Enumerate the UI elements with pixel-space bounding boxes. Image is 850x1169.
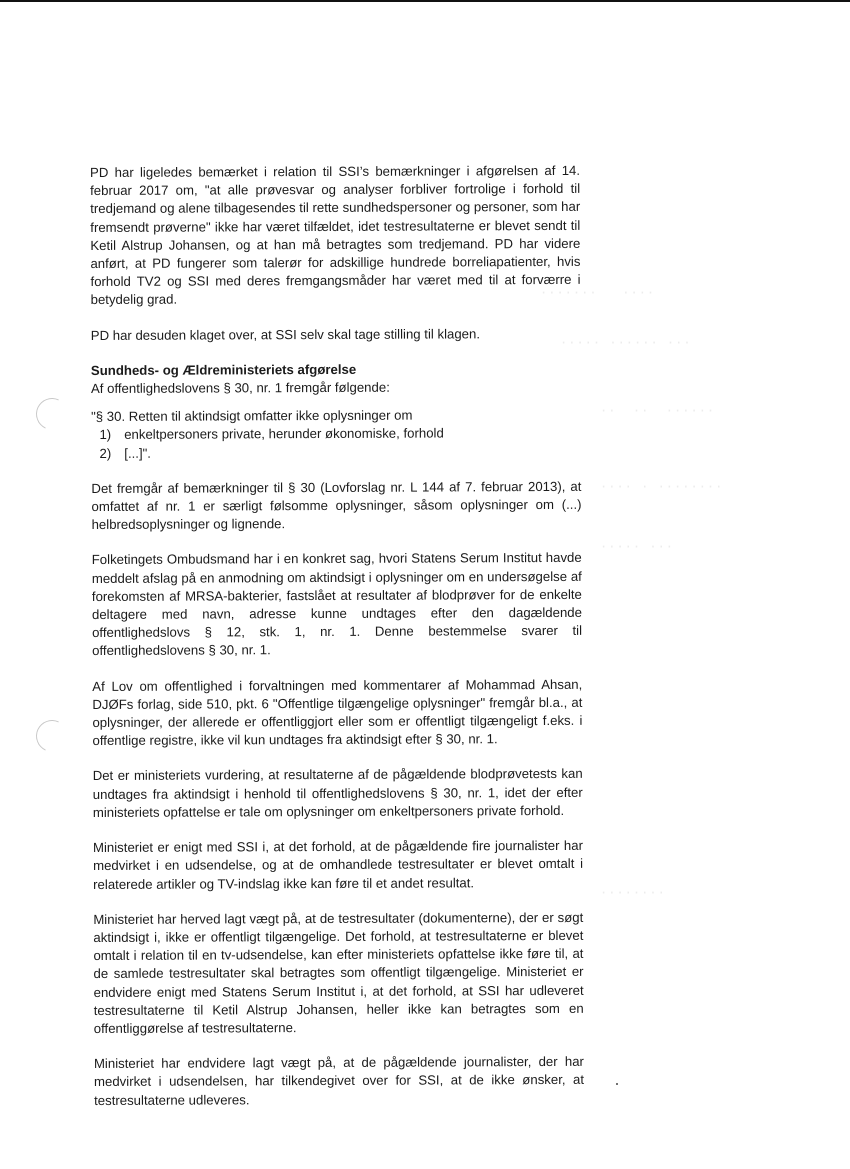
quote-list (91, 424, 581, 463)
paragraph: PD har desuden klaget over, at SSI selv skal tage stilling til klagen. (90, 325, 481, 343)
punch-hole-mark (31, 715, 72, 756)
paragraph: Det er ministeriets vurdering, at resultaterne af de pågældende blodprøvetests kan undtages fra aktindsigt i henhold til offentlighedslovens § 30, nr. 1, idet der efter ministeriets opfattelse er tale om oplysninger om enkeltpersoners private forhold. (92, 766, 583, 820)
paragraph: Ministeriet er enigt med SSI i, at det forhold, at de pågældende fire journalister har medvirket i en udsendelse, og at de omhandlede testresultater er blevet omtalt i relaterede artikler og TV-indslag ikke kan føre til et andet resultat. (92, 837, 584, 892)
section-heading: Sundheds- og Ældreministeriets afgørelse (90, 361, 357, 378)
bleed-through-text: ····· ··· (600, 540, 675, 554)
paragraph: PD har ligeledes bemærket i relation til SSI’s bemærkninger i afgørelsen af 14. februar 2017 om, "at alle prøvesvar og analyser forbliver fortrolige i forhold til tredjemand og alene tilbagesendes til rette sundhedspersoner og personer, som har fremsendt prøverne" ikke har været tilfældet, idet testresultaterne er blevet sendt til Ketil Alstrup Johansen, og at han må betragtes som tredjemand. PD har videre anført, at PD fungerer som talerør for adskillige hundrede borreliapatienter, hvis forhold TV2 og SSI med deres fremgangsmåder har været med til at forværre i betydelig grad. (90, 162, 581, 308)
list-item (91, 424, 581, 444)
scan-top-edge (0, 0, 850, 2)
paragraph: Ministeriet har herved lagt vægt på, at de testresultater (dokumenterne), der er søgt aktindsigt i, ikke er offentligt tilgængelige. Det forhold, at testresultaterne er blevet omtalt i relation til en tv-udsendelse, kan efter ministeriets opfattelse ikke føre til, at de samlede testresultater skal betragtes som offentligt tilgængelige. Ministeriet er endvidere enigt med Statens Serum Institut i, at det forhold, at SSI har udleveret testresultaterne til Ketil Alstrup Johansen, heller ikke kan betragtes som en offentliggørelse af testresultaterne. (93, 909, 584, 1036)
list-item-text: enkeltpersoners private, herunder økonomiske, forhold (124, 425, 444, 443)
section-intro: Af offentlighedslovens § 30, nr. 1 fremgår følgende: (90, 379, 390, 397)
paragraph: Det fremgår af bemærkninger til § 30 (Lovforslag nr. L 144 af 7. februar 2013), at omfattet af nr. 1 er særligt følsomme oplysninger, såsom oplysninger om (...) helbredsoplysninger og lignende. (91, 478, 582, 533)
list-item-number: 1) (99, 427, 112, 443)
paragraph: Folketingets Ombudsmand har i en konkret sag, hvori Statens Serum Institut havde meddelt afslag på en anmodning om aktindsigt i oplysninger om en undersøgelse af forekomsten af MRSA-bakterier, fastslået at resultater af blodprøver for de enkelte deltagere med navn, adresse kunne undtages efter den dagældende offentlighedslovs § 12, stk. 1, nr. 1. Denne bestemmelse svarer til offentlighedslovens § 30, nr. 1. (91, 550, 583, 659)
bleed-through-text: ····· ······ ··· (560, 336, 692, 350)
list-item-number: 2) (99, 445, 112, 461)
bleed-through-text: ······· ···· (540, 286, 656, 300)
punch-hole-mark (31, 393, 72, 434)
paragraph: Ministeriet har endvidere lagt vægt på, at de pågældende journalister, der har medvirket i udsendelsen, har tilkendegivet over for SSI, at de ikke ønsker, at testresultaterne udleveres. (93, 1053, 585, 1108)
bleed-through-text: ···· · ········ (600, 480, 724, 494)
letter-page (90, 162, 584, 1110)
list-item (91, 442, 581, 462)
bleed-through-text: ········ (600, 886, 666, 900)
list-item-text: [...]". (124, 445, 151, 461)
bleed-through-text: ·· ·· ······ (600, 404, 716, 418)
paragraph: Af Lov om offentlighed i forvaltningen med kommentarer af Mohammad Ahsan, DJØFs forlag, side 510, pkt. 6 "Offentlige tilgængelige oplysninger" fremgår bl.a., at oplysninger, der allerede er offentliggjort eller som er offentligt tilgængeligt f.eks. i offentlige registre, ikke vil kun undtages fra aktindsigt efter § 30, nr. 1. (92, 676, 583, 749)
speck-mark (616, 1083, 618, 1085)
quote-lead: "§ 30. Retten til aktindsigt omfatter ikke oplysninger om (91, 407, 413, 425)
